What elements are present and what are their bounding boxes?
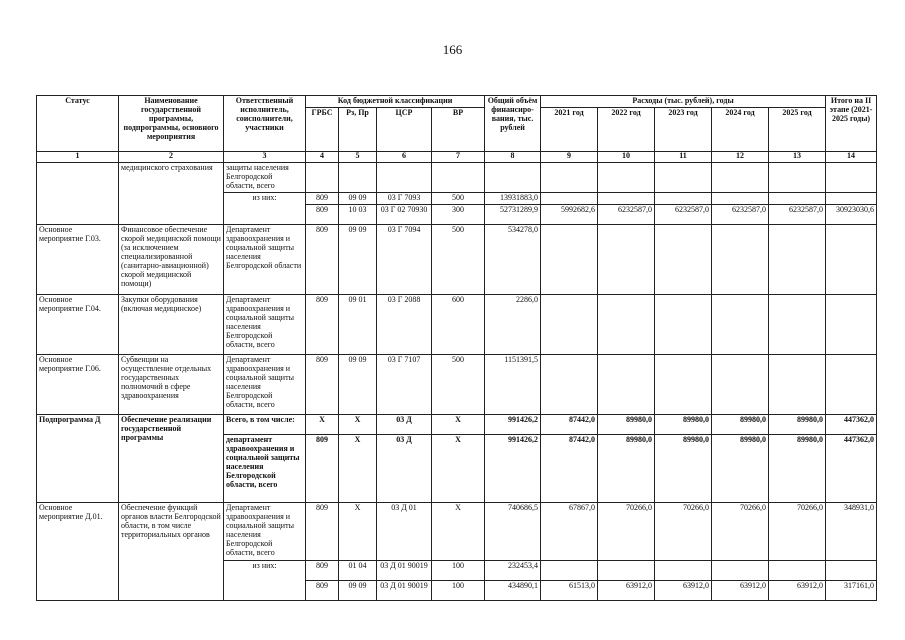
cell-rzpr: 09 09 bbox=[339, 192, 377, 204]
cell-total: 991426,2 bbox=[485, 434, 541, 502]
cell-2025 bbox=[769, 192, 826, 204]
cell-rzpr: 09 09 bbox=[339, 224, 377, 294]
header-total-stage: Итого на II этапе (2021-2025 годы) bbox=[826, 96, 877, 152]
cell-2023 bbox=[655, 560, 712, 580]
cell-status: Основное мероприятие Д.01. bbox=[37, 502, 119, 600]
col-num: 8 bbox=[485, 151, 541, 162]
cell-2021: 5992682,6 bbox=[541, 204, 598, 224]
cell-rzpr: 09 01 bbox=[339, 294, 377, 354]
cell-total: 1151391,5 bbox=[485, 354, 541, 414]
cell-sum bbox=[826, 560, 877, 580]
cell-csr: 03 Г 02 70930 bbox=[377, 204, 432, 224]
cell-2024 bbox=[712, 192, 769, 204]
cell-2021: 67867,0 bbox=[541, 502, 598, 560]
cell-vr: 500 bbox=[432, 354, 485, 414]
header-budget-code: Код бюджетной классификации bbox=[306, 96, 485, 108]
cell-grbs: 809 bbox=[306, 434, 339, 502]
col-num: 10 bbox=[598, 151, 655, 162]
col-num: 9 bbox=[541, 151, 598, 162]
cell-total: 232453,4 bbox=[485, 560, 541, 580]
cell-name: Субвенции на осуществление отдельных государственных полномочий в сфере здравоохранения bbox=[119, 354, 224, 414]
cell-2021: 61513,0 bbox=[541, 580, 598, 600]
column-number-row bbox=[37, 151, 877, 162]
cell-total: 2286,0 bbox=[485, 294, 541, 354]
cell-2021 bbox=[541, 354, 598, 414]
cell-csr: 03 Г 7094 bbox=[377, 224, 432, 294]
cell-sum: 317161,0 bbox=[826, 580, 877, 600]
cell-rzpr: 09 09 bbox=[339, 354, 377, 414]
cell-2024 bbox=[712, 162, 769, 192]
cell-total: 991426,2 bbox=[485, 414, 541, 434]
header-responsible: Ответственный исполнитель, соисполнители, участники bbox=[224, 96, 306, 152]
cell-vr: 300 bbox=[432, 204, 485, 224]
col-num: 11 bbox=[655, 151, 712, 162]
cell-2025 bbox=[769, 224, 826, 294]
cell-grbs: 809 bbox=[306, 580, 339, 600]
col-num: 4 bbox=[306, 151, 339, 162]
cell-grbs: 809 bbox=[306, 192, 339, 204]
cell-grbs: 809 bbox=[306, 502, 339, 560]
cell-total: 13931883,0 bbox=[485, 192, 541, 204]
header-2022: 2022 год bbox=[598, 107, 655, 151]
cell-2022 bbox=[598, 224, 655, 294]
cell-responsible: Департамент здравоохранения и социальной защиты населения Белгородской области bbox=[224, 224, 306, 294]
cell-total bbox=[485, 162, 541, 192]
cell-2021: 87442,0 bbox=[541, 434, 598, 502]
cell-rzpr: Х bbox=[339, 434, 377, 502]
cell-2025: 6232587,0 bbox=[769, 204, 826, 224]
cell-name: медицинского страхования bbox=[119, 162, 224, 224]
cell-2023: 63912,0 bbox=[655, 580, 712, 600]
col-num: 3 bbox=[224, 151, 306, 162]
cell-rzpr: 01 04 bbox=[339, 560, 377, 580]
cell-2024 bbox=[712, 224, 769, 294]
cell-grbs bbox=[306, 162, 339, 192]
cell-csr bbox=[377, 162, 432, 192]
table-row bbox=[37, 294, 877, 354]
cell-2022: 6232587,0 bbox=[598, 204, 655, 224]
header-rzpr: Рз, Пр bbox=[339, 107, 377, 151]
cell-2025: 63912,0 bbox=[769, 580, 826, 600]
cell-total: 534278,0 bbox=[485, 224, 541, 294]
cell-vr: 500 bbox=[432, 224, 485, 294]
cell-csr: 03 Д bbox=[377, 434, 432, 502]
table-row bbox=[37, 414, 877, 434]
cell-2024: 89980,0 bbox=[712, 434, 769, 502]
header-row-1 bbox=[37, 96, 877, 108]
cell-2022: 89980,0 bbox=[598, 434, 655, 502]
header-grbs: ГРБС bbox=[306, 107, 339, 151]
cell-sum bbox=[826, 162, 877, 192]
header-expenses: Расходы (тыс. рублей), годы bbox=[541, 96, 826, 108]
cell-2024 bbox=[712, 354, 769, 414]
cell-2024: 70266,0 bbox=[712, 502, 769, 560]
col-num: 1 bbox=[37, 151, 119, 162]
col-num: 2 bbox=[119, 151, 224, 162]
cell-status: Основное мероприятие Г.04. bbox=[37, 294, 119, 354]
cell-vr: Х bbox=[432, 414, 485, 434]
cell-2025 bbox=[769, 162, 826, 192]
cell-csr: 03 Г 7107 bbox=[377, 354, 432, 414]
table-row bbox=[37, 354, 877, 414]
table-row bbox=[37, 224, 877, 294]
cell-vr: Х bbox=[432, 434, 485, 502]
cell-responsible: Всего, в том числе: bbox=[224, 414, 306, 434]
cell-2022 bbox=[598, 162, 655, 192]
cell-2023: 70266,0 bbox=[655, 502, 712, 560]
cell-rzpr: Х bbox=[339, 414, 377, 434]
cell-vr: 600 bbox=[432, 294, 485, 354]
cell-sum: 447362,0 bbox=[826, 414, 877, 434]
header-2021: 2021 год bbox=[541, 107, 598, 151]
table-row bbox=[37, 502, 877, 560]
budget-table bbox=[36, 95, 877, 601]
col-num: 14 bbox=[826, 151, 877, 162]
cell-responsible: Департамент здравоохранения и социальной защиты населения Белгородской области, всего bbox=[224, 354, 306, 414]
page-number: 166 bbox=[442, 42, 463, 57]
cell-sum bbox=[826, 294, 877, 354]
cell-status: Основное мероприятие Г.06. bbox=[37, 354, 119, 414]
cell-responsible: защиты населения Белгородской области, всего bbox=[224, 162, 306, 192]
cell-2022 bbox=[598, 354, 655, 414]
cell-responsible: Департамент здравоохранения и социальной защиты населения Белгородской области, всего bbox=[224, 502, 306, 560]
cell-rzpr: 10 03 bbox=[339, 204, 377, 224]
cell-total: 434890,1 bbox=[485, 580, 541, 600]
header-name: Наименование государственной программы, подпрограммы, основного мероприятия bbox=[119, 96, 224, 152]
cell-2023 bbox=[655, 162, 712, 192]
cell-sum bbox=[826, 354, 877, 414]
header-2025: 2025 год bbox=[769, 107, 826, 151]
cell-sum bbox=[826, 192, 877, 204]
cell-2021 bbox=[541, 294, 598, 354]
cell-2024 bbox=[712, 560, 769, 580]
cell-responsible: из них: bbox=[224, 560, 306, 600]
cell-2023 bbox=[655, 224, 712, 294]
cell-name: Закупки оборудования (включая медицинское) bbox=[119, 294, 224, 354]
cell-responsible: Департамент здравоохранения и социальной защиты населения Белгородской области, всего bbox=[224, 294, 306, 354]
cell-grbs: 809 bbox=[306, 224, 339, 294]
cell-2025 bbox=[769, 354, 826, 414]
cell-status: Подпрограмма Д bbox=[37, 414, 119, 502]
col-num: 7 bbox=[432, 151, 485, 162]
cell-total: 52731289,9 bbox=[485, 204, 541, 224]
cell-2024: 89980,0 bbox=[712, 414, 769, 434]
table-row bbox=[37, 162, 877, 192]
cell-2023 bbox=[655, 354, 712, 414]
cell-vr: 100 bbox=[432, 560, 485, 580]
cell-name: Финансовое обеспечение скорой медицинской помощи (за исключением специализированной (санитарно-авиационной) скорой медицинской помощи) bbox=[119, 224, 224, 294]
cell-2023: 6232587,0 bbox=[655, 204, 712, 224]
cell-csr: 03 Д 01 90019 bbox=[377, 560, 432, 580]
cell-2025: 89980,0 bbox=[769, 434, 826, 502]
header-status: Статус bbox=[37, 96, 119, 152]
cell-responsible: департамент здравоохранения и социальной защиты населения Белгородской области, всего bbox=[224, 434, 306, 502]
cell-grbs: 809 bbox=[306, 560, 339, 580]
col-num: 13 bbox=[769, 151, 826, 162]
cell-grbs: 809 bbox=[306, 294, 339, 354]
cell-sum bbox=[826, 224, 877, 294]
cell-2021 bbox=[541, 192, 598, 204]
header-2023: 2023 год bbox=[655, 107, 712, 151]
cell-2022: 89980,0 bbox=[598, 414, 655, 434]
cell-rzpr: 09 09 bbox=[339, 580, 377, 600]
cell-status: Основное мероприятие Г.03. bbox=[37, 224, 119, 294]
cell-csr: 03 Д 01 bbox=[377, 502, 432, 560]
cell-2021 bbox=[541, 560, 598, 580]
cell-total: 740686,5 bbox=[485, 502, 541, 560]
cell-csr: 03 Д bbox=[377, 414, 432, 434]
cell-2023 bbox=[655, 294, 712, 354]
col-num: 12 bbox=[712, 151, 769, 162]
cell-sum: 348931,0 bbox=[826, 502, 877, 560]
cell-csr: 03 Г 7093 bbox=[377, 192, 432, 204]
header-csr: ЦСР bbox=[377, 107, 432, 151]
cell-sum: 447362,0 bbox=[826, 434, 877, 502]
cell-2025: 89980,0 bbox=[769, 414, 826, 434]
cell-csr: 03 Д 01 90019 bbox=[377, 580, 432, 600]
cell-sum: 30923030,6 bbox=[826, 204, 877, 224]
cell-2021 bbox=[541, 162, 598, 192]
cell-vr bbox=[432, 162, 485, 192]
header-vr: ВР bbox=[432, 107, 485, 151]
cell-csr: 03 Г 2088 bbox=[377, 294, 432, 354]
cell-grbs: 809 bbox=[306, 354, 339, 414]
cell-2022 bbox=[598, 560, 655, 580]
cell-2025 bbox=[769, 560, 826, 580]
col-num: 6 bbox=[377, 151, 432, 162]
cell-2022 bbox=[598, 192, 655, 204]
cell-vr: 100 bbox=[432, 580, 485, 600]
cell-responsible: из них: bbox=[224, 192, 306, 224]
cell-name: Обеспечение функций органов власти Белгородской области, в том числе территориальных органов bbox=[119, 502, 224, 600]
cell-2024: 63912,0 bbox=[712, 580, 769, 600]
cell-rzpr bbox=[339, 162, 377, 192]
cell-2024: 6232587,0 bbox=[712, 204, 769, 224]
cell-2023 bbox=[655, 192, 712, 204]
cell-2021: 87442,0 bbox=[541, 414, 598, 434]
cell-vr: 500 bbox=[432, 192, 485, 204]
cell-name: Обеспечение реализации государственной программы bbox=[119, 414, 224, 502]
cell-2022: 70266,0 bbox=[598, 502, 655, 560]
col-num: 5 bbox=[339, 151, 377, 162]
cell-status bbox=[37, 162, 119, 224]
cell-2025 bbox=[769, 294, 826, 354]
cell-vr: Х bbox=[432, 502, 485, 560]
cell-2022 bbox=[598, 294, 655, 354]
cell-rzpr: Х bbox=[339, 502, 377, 560]
cell-2024 bbox=[712, 294, 769, 354]
cell-grbs: Х bbox=[306, 414, 339, 434]
cell-2025: 70266,0 bbox=[769, 502, 826, 560]
cell-grbs: 809 bbox=[306, 204, 339, 224]
cell-2023: 89980,0 bbox=[655, 434, 712, 502]
header-2024: 2024 год bbox=[712, 107, 769, 151]
cell-2021 bbox=[541, 224, 598, 294]
cell-2022: 63912,0 bbox=[598, 580, 655, 600]
cell-2023: 89980,0 bbox=[655, 414, 712, 434]
header-total-volume: Общий объём финансиро-вания, тыс. рублей bbox=[485, 96, 541, 152]
